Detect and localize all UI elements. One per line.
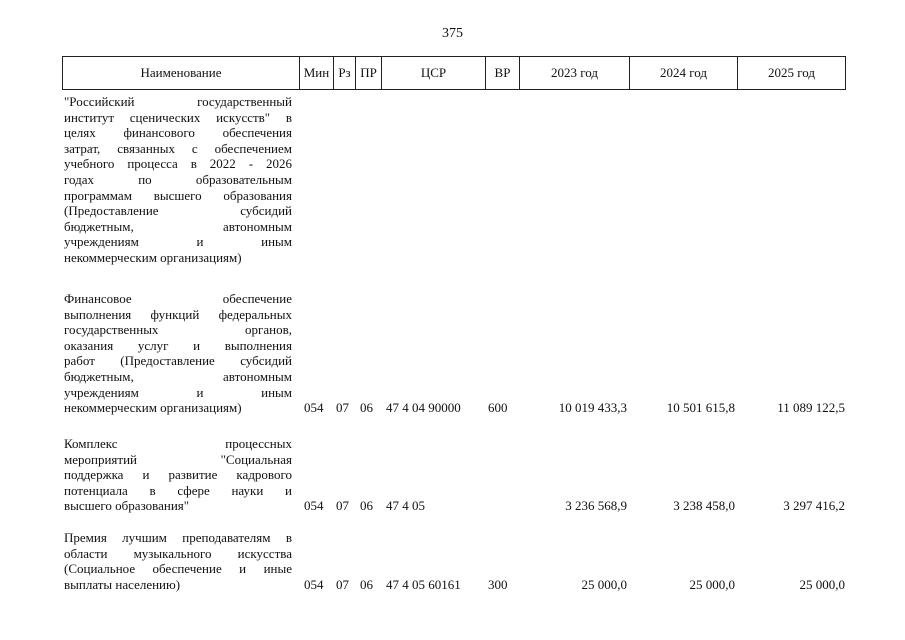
row-name-line: государственных органов, (64, 322, 292, 338)
page-number: 375 (442, 26, 463, 41)
header-2025: 2025 год (737, 57, 845, 89)
row-rz: 07 (336, 498, 349, 514)
row-2025: 25 000,0 (799, 576, 845, 592)
row-2023: 10 019 433,3 (558, 400, 627, 416)
row-rz: 07 (336, 400, 349, 416)
row-name-line: мероприятий "Социальная (64, 451, 292, 467)
row-name-line: оказания услуг и выполнения (64, 337, 292, 353)
row-name-line: работ (Предоставление субсидий (64, 353, 292, 369)
row-2024: 25 000,0 (689, 576, 735, 592)
row-name-line: Финансовое обеспечение (64, 291, 292, 306)
row-name (64, 291, 292, 416)
row-csr: 47 4 05 (386, 498, 425, 514)
row-name (64, 94, 292, 266)
row-name-line: институт сценических искусств" в (64, 109, 292, 125)
row-name-line: некоммерческим организациям) (64, 400, 242, 416)
row-name-line: Комплекс процессных (64, 436, 292, 451)
header-pr: ПР (355, 57, 381, 89)
header-name: Наименование (140, 65, 222, 80)
row-csr: 47 4 05 60161 (386, 576, 461, 592)
row-2023: 3 236 568,9 (565, 498, 627, 514)
row-name-line: учебного процесса в 2022 - 2026 (64, 156, 292, 172)
row-pr: 06 (360, 400, 373, 416)
header-rz: Рз (333, 57, 355, 89)
header-csr: ЦСР (381, 57, 485, 89)
row-name-line: программам высшего образования (64, 187, 292, 203)
table-header (62, 56, 846, 90)
row-name-line: выплаты населению) (64, 576, 181, 592)
row-name (64, 530, 292, 592)
row-name (64, 436, 292, 514)
row-name-line: "Российский государственный (64, 94, 292, 109)
row-name-line: затрат, связанных с обеспечением (64, 140, 292, 156)
row-name-line: годах по образовательным (64, 171, 292, 187)
row-name-line: бюджетным, автономным (64, 218, 292, 234)
header-2023: 2023 год (519, 57, 629, 89)
row-name-line: высшего образования" (64, 498, 190, 514)
row-pr: 06 (360, 498, 373, 514)
row-name-line: (Предоставление субсидий (64, 203, 292, 219)
row-name-line: выполнения функций федеральных (64, 306, 292, 322)
row-min: 054 (304, 400, 324, 416)
row-2024: 10 501 615,8 (666, 400, 735, 416)
row-vr: 600 (488, 400, 508, 416)
header-vr: ВР (485, 57, 519, 89)
row-name-line: поддержка и развитие кадрового (64, 467, 292, 483)
row-2023: 25 000,0 (581, 576, 627, 592)
row-pr: 06 (360, 576, 373, 592)
row-vr: 300 (488, 576, 508, 592)
row-name-line: учреждениям и иным (64, 234, 292, 250)
row-name-line: бюджетным, автономным (64, 368, 292, 384)
row-name-line: потенциала в сфере науки и (64, 482, 292, 498)
row-name-line: области музыкального искусства (64, 545, 292, 561)
row-2024: 3 238 458,0 (673, 498, 735, 514)
row-name-line: учреждениям и иным (64, 384, 292, 400)
header-min: Мин (299, 57, 333, 89)
row-name-line: Премия лучшим преподавателям в (64, 530, 292, 545)
row-min: 054 (304, 498, 324, 514)
row-csr: 47 4 04 90000 (386, 400, 461, 416)
row-name-line: некоммерческим организациям) (64, 249, 242, 265)
row-2025: 11 089 122,5 (777, 400, 845, 416)
row-2025: 3 297 416,2 (783, 498, 845, 514)
row-min: 054 (304, 576, 324, 592)
header-2024: 2024 год (629, 57, 737, 89)
row-name-line: (Социальное обеспечение и иные (64, 561, 292, 577)
row-rz: 07 (336, 576, 349, 592)
row-name-line: целях финансового обеспечения (64, 125, 292, 141)
